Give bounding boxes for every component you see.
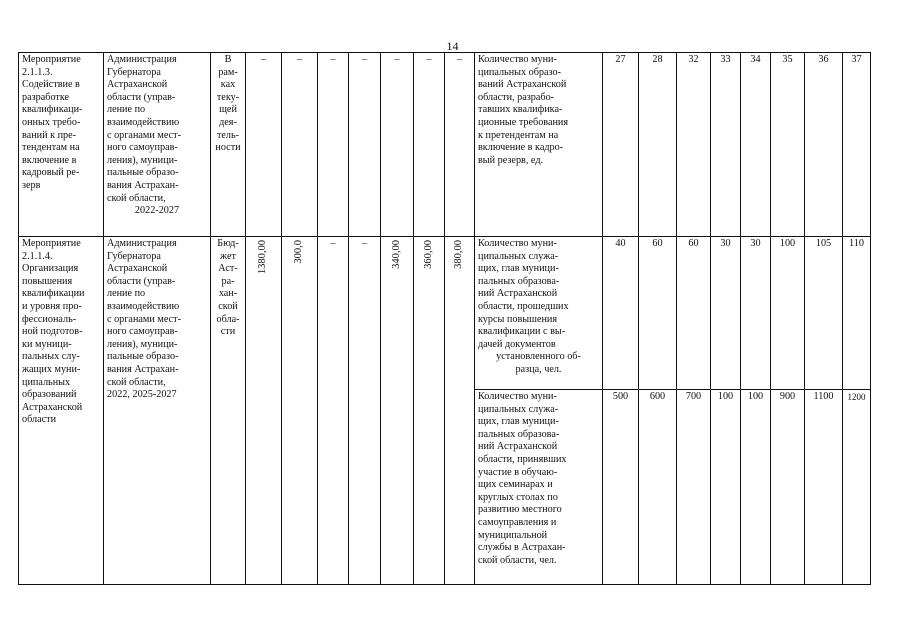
text-line: пальных слу- [22,351,80,363]
text-line: области [22,414,57,426]
funding-cell [282,237,318,585]
text-line: Бюд- [217,238,239,249]
funding-value: 1380,00 [257,240,269,275]
indicator-cell [475,237,603,390]
text-line: Количество муни- [478,391,557,402]
funding-cell: – [318,53,349,237]
text-line: области, принявших [478,453,567,465]
text-line: самоуправления и [478,516,557,528]
indicator-value: 700 [677,390,711,585]
indicator-value: 60 [639,237,677,390]
text-line: ской [218,300,238,312]
text-line: Администрация [107,54,177,65]
text-line: ваний к пре- [22,129,77,141]
indicator-value: 110 [843,237,871,390]
text-line: ления), муници- [107,338,178,350]
text-line: щих, глав муници- [478,263,559,275]
text-line: пальных образова- [478,428,560,440]
text-line: Астраханской [107,263,168,275]
funding-cell: – [282,53,318,237]
text-line: 2.1.1.3. [22,66,53,78]
text-line: 2022-2027 [134,205,180,217]
text-line: Мероприятие [22,238,81,249]
text-line: области (управ- [107,275,176,287]
text-line: обла- [216,313,240,325]
indicator-value: 33 [711,53,741,237]
indicator-value: 37 [843,53,871,237]
text-line: разца, чел. [515,363,562,375]
funding-cell: – [414,53,445,237]
text-line: ности [215,142,241,154]
text-line: пальных образова- [478,275,560,287]
text-line: квалификации с вы- [478,326,566,338]
indicator-value: 60 [677,237,711,390]
text-line: онных требо- [22,116,81,128]
funding-value: 380,00 [453,240,465,269]
text-line: Мероприятие [22,54,81,65]
text-line: ра- [221,275,235,287]
funding-value: 360,00 [422,240,434,269]
text-line: фессиональ- [22,313,77,325]
text-line: квалификации [22,288,85,300]
indicator-value: 32 [677,53,711,237]
text-line: щих, глав муници- [478,416,559,428]
text-line: пальные образо- [107,351,179,363]
funding-value: 300,0 [293,240,305,264]
text-line: дея- [219,116,237,128]
table-row [19,237,871,390]
text-line: ципальных служа- [478,403,559,415]
text-line: ление по [107,288,146,300]
indicator-value: 34 [741,53,771,237]
page-number: 14 [446,39,459,53]
text-line: Количество муни- [478,238,557,249]
indicator-value: 105 [805,237,843,390]
text-line: с органами мест- [107,129,181,141]
text-line: включение в [22,154,77,166]
indicator-value: 30 [741,237,771,390]
text-line: тель- [216,129,240,141]
indicator-cell [475,53,603,237]
text-line: Администрация [107,238,177,249]
funding-cell [246,237,282,585]
executor-cell [104,53,211,237]
text-line: вания Астрахан- [107,179,179,191]
text-line: Губернатора [107,66,161,78]
text-line: установленного об- [496,351,581,363]
text-line: области, разрабо- [478,91,555,103]
funding-cell [414,237,445,585]
text-line: взаимодействию [107,116,180,128]
executor-cell [104,237,211,585]
text-line: ки муници- [22,338,72,350]
text-line: 2022, 2025-2027 [107,389,177,401]
text-line: ления), муници- [107,154,178,166]
funding-cell [445,237,475,585]
text-line: тавших квалифика- [478,104,563,116]
indicator-value: 27 [603,53,639,237]
funding-cell: – [445,53,475,237]
funding-cell: – [318,237,349,585]
text-line: ваний Астраханской [478,79,567,91]
text-line: пальные образо- [107,167,179,179]
text-line: к претендентам на [478,129,559,141]
text-line: вый резерв, ед. [478,154,544,166]
indicator-value: 40 [603,237,639,390]
text-line: ний Астраханской [478,441,558,453]
text-line: тендентам на [22,142,80,154]
text-line: с органами мест- [107,313,181,325]
text-line: ной подготов- [22,326,83,338]
text-line: повышения [22,275,73,287]
text-line: щей [219,104,237,116]
text-line: включение в кадро- [478,142,564,154]
text-line: ской области, [107,192,166,204]
text-line: Губернатора [107,250,161,262]
text-line: вания Астрахан- [107,363,179,375]
text-line: муниципальной [478,529,548,541]
text-line: В [224,54,232,65]
program-activities-table [18,52,871,585]
text-line: ципальных образо- [478,66,561,78]
activity-cell [19,237,104,585]
table-row [19,53,871,237]
text-line: разработке [22,91,70,103]
text-line: ской области, [107,376,166,388]
funding-cell [381,237,414,585]
text-line: службы в Астрахан- [478,542,566,554]
text-line: области, прошедших [478,300,569,312]
funding-cell: – [246,53,282,237]
text-line: взаимодействию [107,300,180,312]
text-line: и уровня про- [22,300,82,312]
text-line: ципальных [22,376,71,388]
indicator-value: 36 [805,53,843,237]
text-line: хан- [218,288,238,300]
text-line: области (управ- [107,91,176,103]
text-line: круглых столах по [478,491,558,503]
text-line: кадровый ре- [22,167,80,179]
text-line: жащих муни- [22,363,81,375]
text-line: Астраханской [107,79,168,91]
text-line: ление по [107,104,146,116]
indicator-value: 100 [771,237,805,390]
indicator-value: 35 [771,53,805,237]
text-line: жет [220,250,236,262]
funding-value: 340,00 [390,240,402,269]
activity-cell [19,53,104,237]
indicator-cell [475,390,603,585]
text-line: Содействие в [22,79,80,91]
text-line: Организация [22,263,79,275]
indicator-value: 900 [771,390,805,585]
indicator-value: 100 [711,390,741,585]
indicator-value: 100 [741,390,771,585]
text-line: теку- [216,91,240,103]
text-line: ской области, чел. [478,554,557,566]
funding-cell: – [349,53,381,237]
funding-source-cell [211,53,246,237]
text-line: ний Астраханской [478,288,558,300]
text-line: ципальных служа- [478,250,559,262]
text-line: ках [220,79,236,91]
funding-cell: – [349,237,381,585]
indicator-value: 28 [639,53,677,237]
text-line: рам- [218,66,238,78]
text-line: Количество муни- [478,54,557,65]
text-line: ционные требования [478,116,569,128]
text-line: ного самоуправ- [107,142,178,154]
funding-source-cell [211,237,246,585]
indicator-value: 600 [639,390,677,585]
text-line: участие в обучаю- [478,466,558,478]
text-line: развитию местного [478,504,562,516]
indicator-value: 30 [711,237,741,390]
text-line: зерв [22,179,41,191]
text-line: курсы повышения [478,313,558,325]
text-line: Астраханской [22,401,83,413]
indicator-value: 500 [603,390,639,585]
text-line: образований [22,389,77,401]
text-line: квалификаци- [22,104,83,116]
text-line: дачей документов [478,338,556,350]
indicator-value: 1200 [843,390,871,585]
text-line: сти [220,326,236,338]
text-line: 2.1.1.4. [22,250,53,262]
text-line: щих семинарах и [478,479,553,491]
text-line: ного самоуправ- [107,326,178,338]
text-line: Аст- [218,263,238,275]
indicator-value: 1100 [805,390,843,585]
funding-cell: – [381,53,414,237]
